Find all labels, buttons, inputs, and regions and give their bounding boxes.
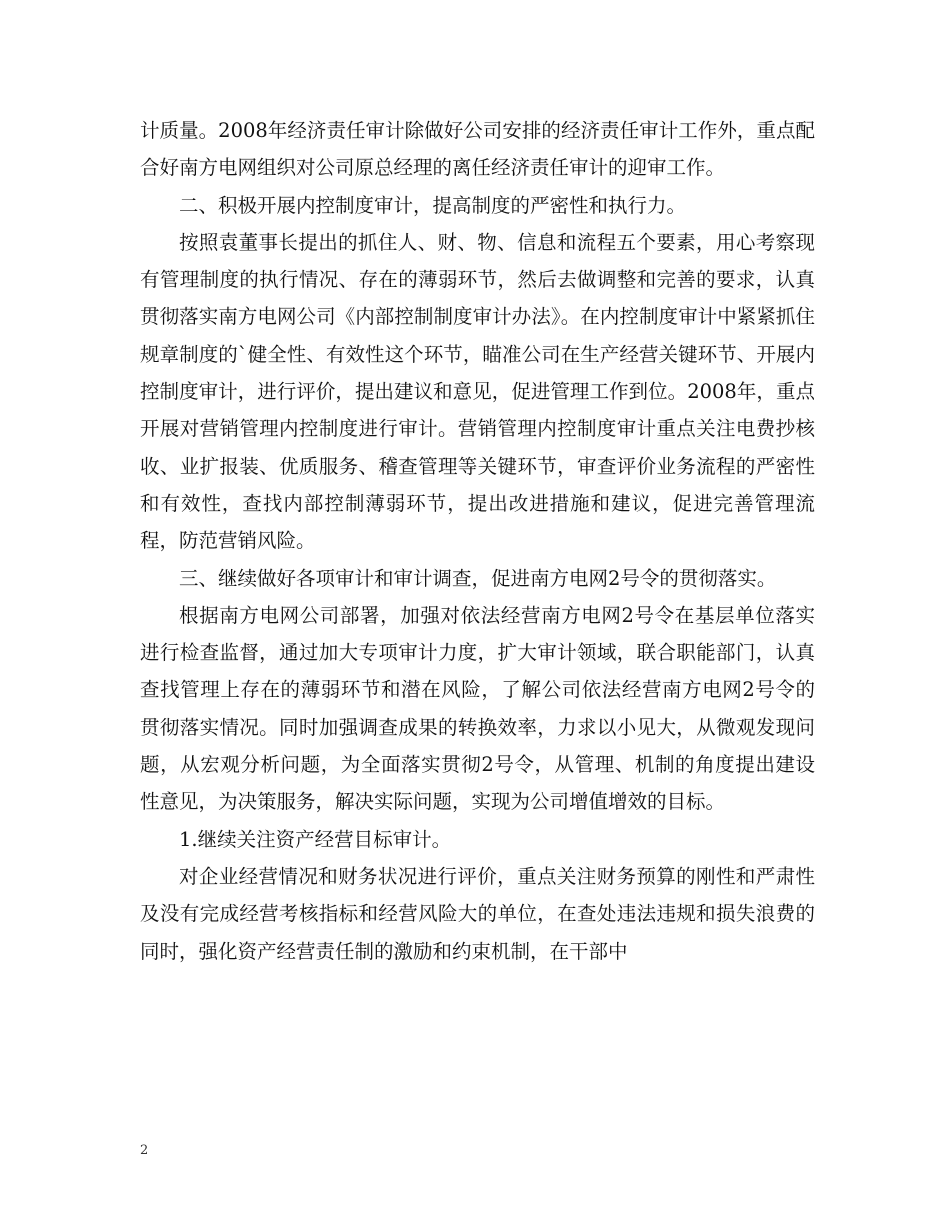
subsection-heading: 1.继续关注资产经营目标审计。 (179, 827, 452, 851)
page-number: 2 (140, 1143, 149, 1158)
paragraph: 对企业经营情况和财务状况进行评价，重点关注财务预算的刚性和严肃性及没有完成经营考核指标和经营风险大的单位，在查处违法违规和损失浪费的同时，强化资产经营责任制的激励和约束机制，在干部中 (140, 864, 815, 963)
section-heading: 二、积极开展内控制度审计，提高制度的严密性和执行力。 (179, 193, 687, 217)
paragraph: 根据南方电网公司部署，加强对依法经营南方电网2号令在基层单位落实进行检查监督，通过加大专项审计力度，扩大审计领域，联合职能部门，认真查找管理上存在的薄弱环节和潜在风险，了解公司依法经营南方电网2号令的贯彻落实情况。同时加强调查成果的转换效率，力求以小见大，从微观发现问题，从宏观分析问题，为全面落实贯彻2号令，从管理、机制的角度提出建设性意见，为决策服务，解决实际问题，实现为公司增值增效的目标。 (140, 603, 815, 814)
paragraph: 按照袁董事长提出的抓住人、财、物、信息和流程五个要素，用心考察现有管理制度的执行情况、存在的薄弱环节，然后去做调整和完善的要求，认真贯彻落实南方电网公司《内部控制制度审计办法》。在内控制度审计中紧紧抓住规章制度的`健全性、有效性这个环节，瞄准公司在生产经营关键环节、开展内控制度审计，进行评价，提出建议和意见，促进管理工作到位。2008年，重点开展对营销管理内控制度进行审计。营销管理内控制度审计重点关注电费抄核收、业扩报装、优质服务、稽查管理等关键环节，审查评价业务流程的严密性和有效性，查找内部控制薄弱环节，提出改进措施和建议，促进完善管理流程，防范营销风险。 (140, 230, 815, 553)
section-heading: 三、继续做好各项审计和审计调查，促进南方电网2号令的贯彻落实。 (179, 566, 777, 590)
paragraph: 计质量。2008年经济责任审计除做好公司安排的经济责任审计工作外，重点配合好南方电网组织对公司原总经理的离任经济责任审计的迎审工作。 (140, 119, 815, 180)
body-text (140, 112, 815, 970)
